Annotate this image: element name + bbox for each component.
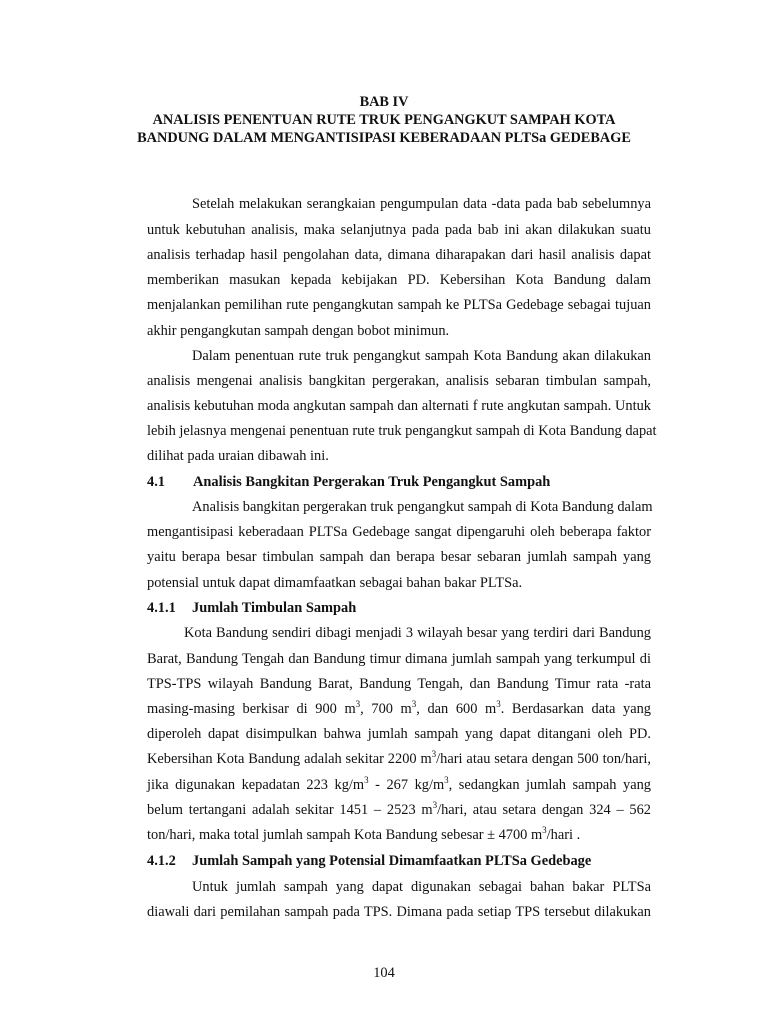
paragraph-line: untuk kebutuhan analisis, maka selanjutnya pada pada bab ini akan dilakukan suatu bbox=[147, 222, 651, 238]
chapter-label: BAB IV bbox=[359, 94, 409, 110]
paragraph-line: analisis mengenai analisis bangkitan pergerakan, analisis sebaran timbulan sampah, bbox=[147, 373, 651, 389]
superscript: 3 bbox=[432, 800, 438, 810]
section-number: 4.1 bbox=[147, 474, 165, 490]
superscript: 3 bbox=[496, 699, 501, 709]
paragraph-line: diperoleh dapat disimpulkan bahwa jumlah sampah yang dapat ditangani oleh PD. bbox=[147, 726, 651, 742]
paragraph-line: Kebersihan Kota Bandung adalah sekitar 2200 $m^3$/hari atau setara dengan 500 ton/hari, bbox=[147, 749, 651, 767]
paragraph-line: potensial untuk dapat dimamfaatkan sebagai bahan bakar PLTSa. bbox=[147, 575, 523, 591]
paragraph-line: ton/hari, maka total jumlah sampah Kota Bandung sebesar ± 4700 $m^3$/hari . bbox=[147, 825, 581, 843]
paragraph-line: Setelah melakukan serangkaian pengumpulan data -data pada bab sebelumnya bbox=[192, 196, 651, 212]
section-number: 4.1.1 bbox=[147, 600, 176, 616]
superscript: 3 bbox=[542, 825, 547, 835]
paragraph-line: Kota Bandung sendiri dibagi menjadi 3 wilayah besar yang terdiri dari Bandung bbox=[184, 625, 651, 641]
page-number: 104 bbox=[373, 965, 395, 981]
superscript: 3 bbox=[444, 775, 449, 785]
paragraph-line: TPS-TPS wilayah Bandung Barat, Bandung Tengah, dan Bandung Timur rata -rata bbox=[147, 676, 651, 692]
paragraph-line: mengantisipasi keberadaan PLTSa Gedebage sangat dipengaruhi oleh beberapa faktor bbox=[147, 524, 651, 540]
superscript: 3 bbox=[431, 749, 437, 759]
paragraph-line: menjalankan pemilihan rute pengangkutan sampah ke PLTSa Gedebage sebagai tujuan bbox=[147, 297, 651, 313]
paragraph-line: jika digunakan kepadatan 223 $kg/m^3 - 267$ $kg/m^3$, sedangkan jumlah sampah yang bbox=[147, 775, 651, 793]
chapter-title-line-2: BANDUNG DALAM MENGANTISIPASI KEBERADAAN PLTSa GEDEBAGE bbox=[137, 130, 631, 146]
paragraph-line: Barat, Bandung Tengah dan Bandung timur dimana jumlah sampah yang terkumpul di bbox=[147, 651, 651, 667]
superscript: 3 bbox=[364, 775, 369, 785]
section-title: Jumlah Sampah yang Potensial Dimamfaatkan PLTSa Gedebage bbox=[192, 853, 592, 869]
section-title: Analisis Bangkitan Pergerakan Truk Pengangkut Sampah bbox=[193, 474, 551, 490]
chapter-title-line-1: ANALISIS PENENTUAN RUTE TRUK PENGANGKUT SAMPAH KOTA bbox=[152, 112, 616, 128]
paragraph-line: lebih jelasnya mengenai penentuan rute truk pengangkut sampah di Kota Bandung dapat bbox=[147, 423, 657, 439]
section-title: Jumlah Timbulan Sampah bbox=[192, 600, 357, 616]
paragraph-line: analisis terhadap hasil pengolahan data, dimana diharapakan dari hasil analisis dapat bbox=[147, 247, 651, 263]
paragraph-line: memberikan masukan kepada kebijakan PD. Kebersihan Kota Bandung dalam bbox=[147, 272, 651, 288]
paragraph-line: analisis kebutuhan moda angkutan sampah dan alternati f rute angkutan sampah. Untuk bbox=[147, 398, 651, 414]
paragraph-line: belum tertangani adalah sekitar 1451 – 2523 $m^3$/hari, atau setara dengan 324 – 562 bbox=[147, 800, 651, 818]
paragraph-line: dilihat pada uraian dibawah ini. bbox=[147, 448, 329, 464]
section-number: 4.1.2 bbox=[147, 853, 176, 869]
paragraph-line: yaitu berapa besar timbulan sampah dan berapa besar sebaran jumlah sampah yang bbox=[147, 549, 651, 565]
paragraph-line: diawali dari pemilahan sampah pada TPS. Dimana pada setiap TPS tersebut dilakukan bbox=[147, 904, 651, 920]
superscript: 3 bbox=[355, 699, 361, 709]
paragraph-line: masing-masing berkisar di 900 $m^3$, 700 $m^3$, dan 600 $m^3$. Berdasarkan data yang bbox=[147, 699, 651, 717]
superscript: 3 bbox=[411, 699, 417, 709]
paragraph-line: akhir pengangkutan sampah dengan bobot minimun. bbox=[147, 323, 450, 339]
paragraph-line: Analisis bangkitan pergerakan truk pengangkut sampah di Kota Bandung dalam bbox=[192, 499, 653, 515]
paragraph-line: Dalam penentuan rute truk pengangkut sampah Kota Bandung akan dilakukan bbox=[192, 348, 651, 364]
paragraph-line: Untuk jumlah sampah yang dapat digunakan sebagai bahan bakar PLTSa bbox=[192, 879, 651, 895]
